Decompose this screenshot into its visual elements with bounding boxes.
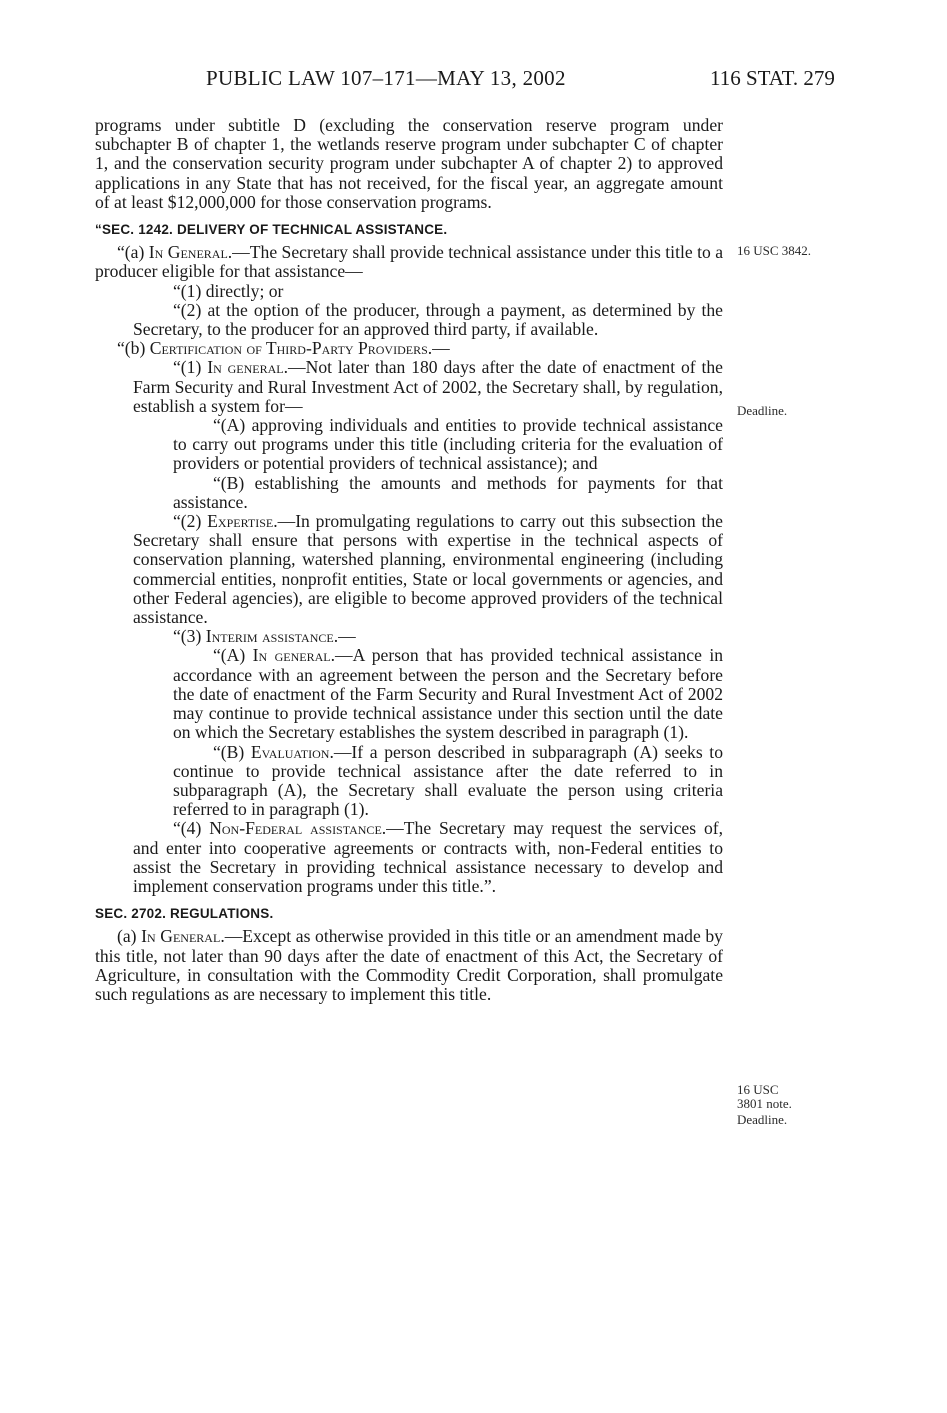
regulations-subsection-a: (a) In General.—Except as otherwise provided in this title or an amendment made by this title, not later than 90 days after the date of enactment of this Act, the Secretary of Agriculture, in consultation with the Commodity Credit Corporation, shall promulgate such regulations as are necessary to implement this title. — [95, 926, 723, 1004]
paragraph-b2: “(2) Expertise.—In promulgating regulations to carry out this subsection the Secretary shall ensure that persons with expertise in the technical aspects of conservation planning, watershed planning, environmental engineering (including commercial entities, nonprofit entities, State or local governments or agencies, and other Federal agencies), are eligible to become approved providers of the technical assistance. — [133, 511, 723, 628]
paragraph-a2: “(2) at the option of the producer, through a payment, as determined by the Secretary, to the producer for an approved third party, if available. — [133, 299, 723, 340]
running-head-title: PUBLIC LAW 107–171—MAY 13, 2002 — [206, 66, 566, 90]
subparagraph-b1A: “(A) approving individuals and entities to provide technical assistance to carry out programs under this title (including criteria for the evaluation of providers or potential providers of technical assistance); and — [173, 415, 723, 474]
margin-note-usc-3842: 16 USC 3842. — [737, 243, 812, 258]
paragraph-b3: “(3) Interim assistance.— — [173, 626, 356, 647]
statute-page-number: 116 STAT. 279 — [710, 66, 835, 90]
subparagraph-b3B: “(B) Evaluation.—If a person described in subparagraph (A) seeks to continue to provide technical assistance after the date referred to in subparagraph (A), the Secretary shall evaluate the person using criteria referred to in paragraph (1). — [173, 741, 723, 820]
subsection-b: “(b) Certification of Third-Party Providers.— — [117, 338, 450, 359]
margin-note-deadline-2: Deadline. — [737, 1112, 788, 1127]
margin-note-deadline: Deadline. — [737, 403, 788, 418]
subparagraph-b3A: “(A) In general.—A person that has provided technical assistance in accordance with an agreement between the person and the Secretary before the date of enactment of the Farm Security and Rural Investment Act of 2002 may continue to provide technical assistance under this section until the date on which the Secretary establishes the system described in paragraph (1). — [173, 645, 724, 743]
continuation-paragraph: programs under subtitle D (excluding the conservation reserve program under subchapter B of chapter 1, the wetlands reserve program under subchapter C of chapter 1, and the conservation security program under subchapter A of chapter 2) to approved applications in any State that has not received, for the fiscal year, an aggregate amount of at least $12,000,000 for those conservation programs. — [95, 115, 723, 212]
paragraph-a1: “(1) directly; or — [173, 280, 284, 301]
margin-note-usc-3801: 16 USC 3801 note. — [737, 1082, 792, 1111]
paragraph-b1: “(1) In general.—Not later than 180 days after the date of enactment of the Farm Security and Rural Investment Act of 2002, the Secretary shall, by regulation, establish a system for— — [133, 357, 723, 416]
page-body — [95, 116, 723, 1004]
subparagraph-b1B: “(B) establishing the amounts and methods for payments for that assistance. — [173, 472, 723, 512]
subsection-a: “(a) In General.—The Secretary shall provide technical assistance under this title to a producer eligible for that assistance— — [95, 242, 724, 282]
section-1242-heading: “SEC. 1242. DELIVERY OF TECHNICAL ASSISTANCE. — [95, 222, 448, 238]
section-2702-heading: SEC. 2702. REGULATIONS. — [95, 906, 274, 922]
paragraph-b4: “(4) Non-Federal assistance.—The Secretary may request the services of, and enter into cooperative agreements or contracts with, non-Federal entities to assist the Secretary in providing technical assistance necessary to develop and implement conservation programs under this title.”. — [133, 818, 724, 896]
page-header — [0, 66, 947, 96]
